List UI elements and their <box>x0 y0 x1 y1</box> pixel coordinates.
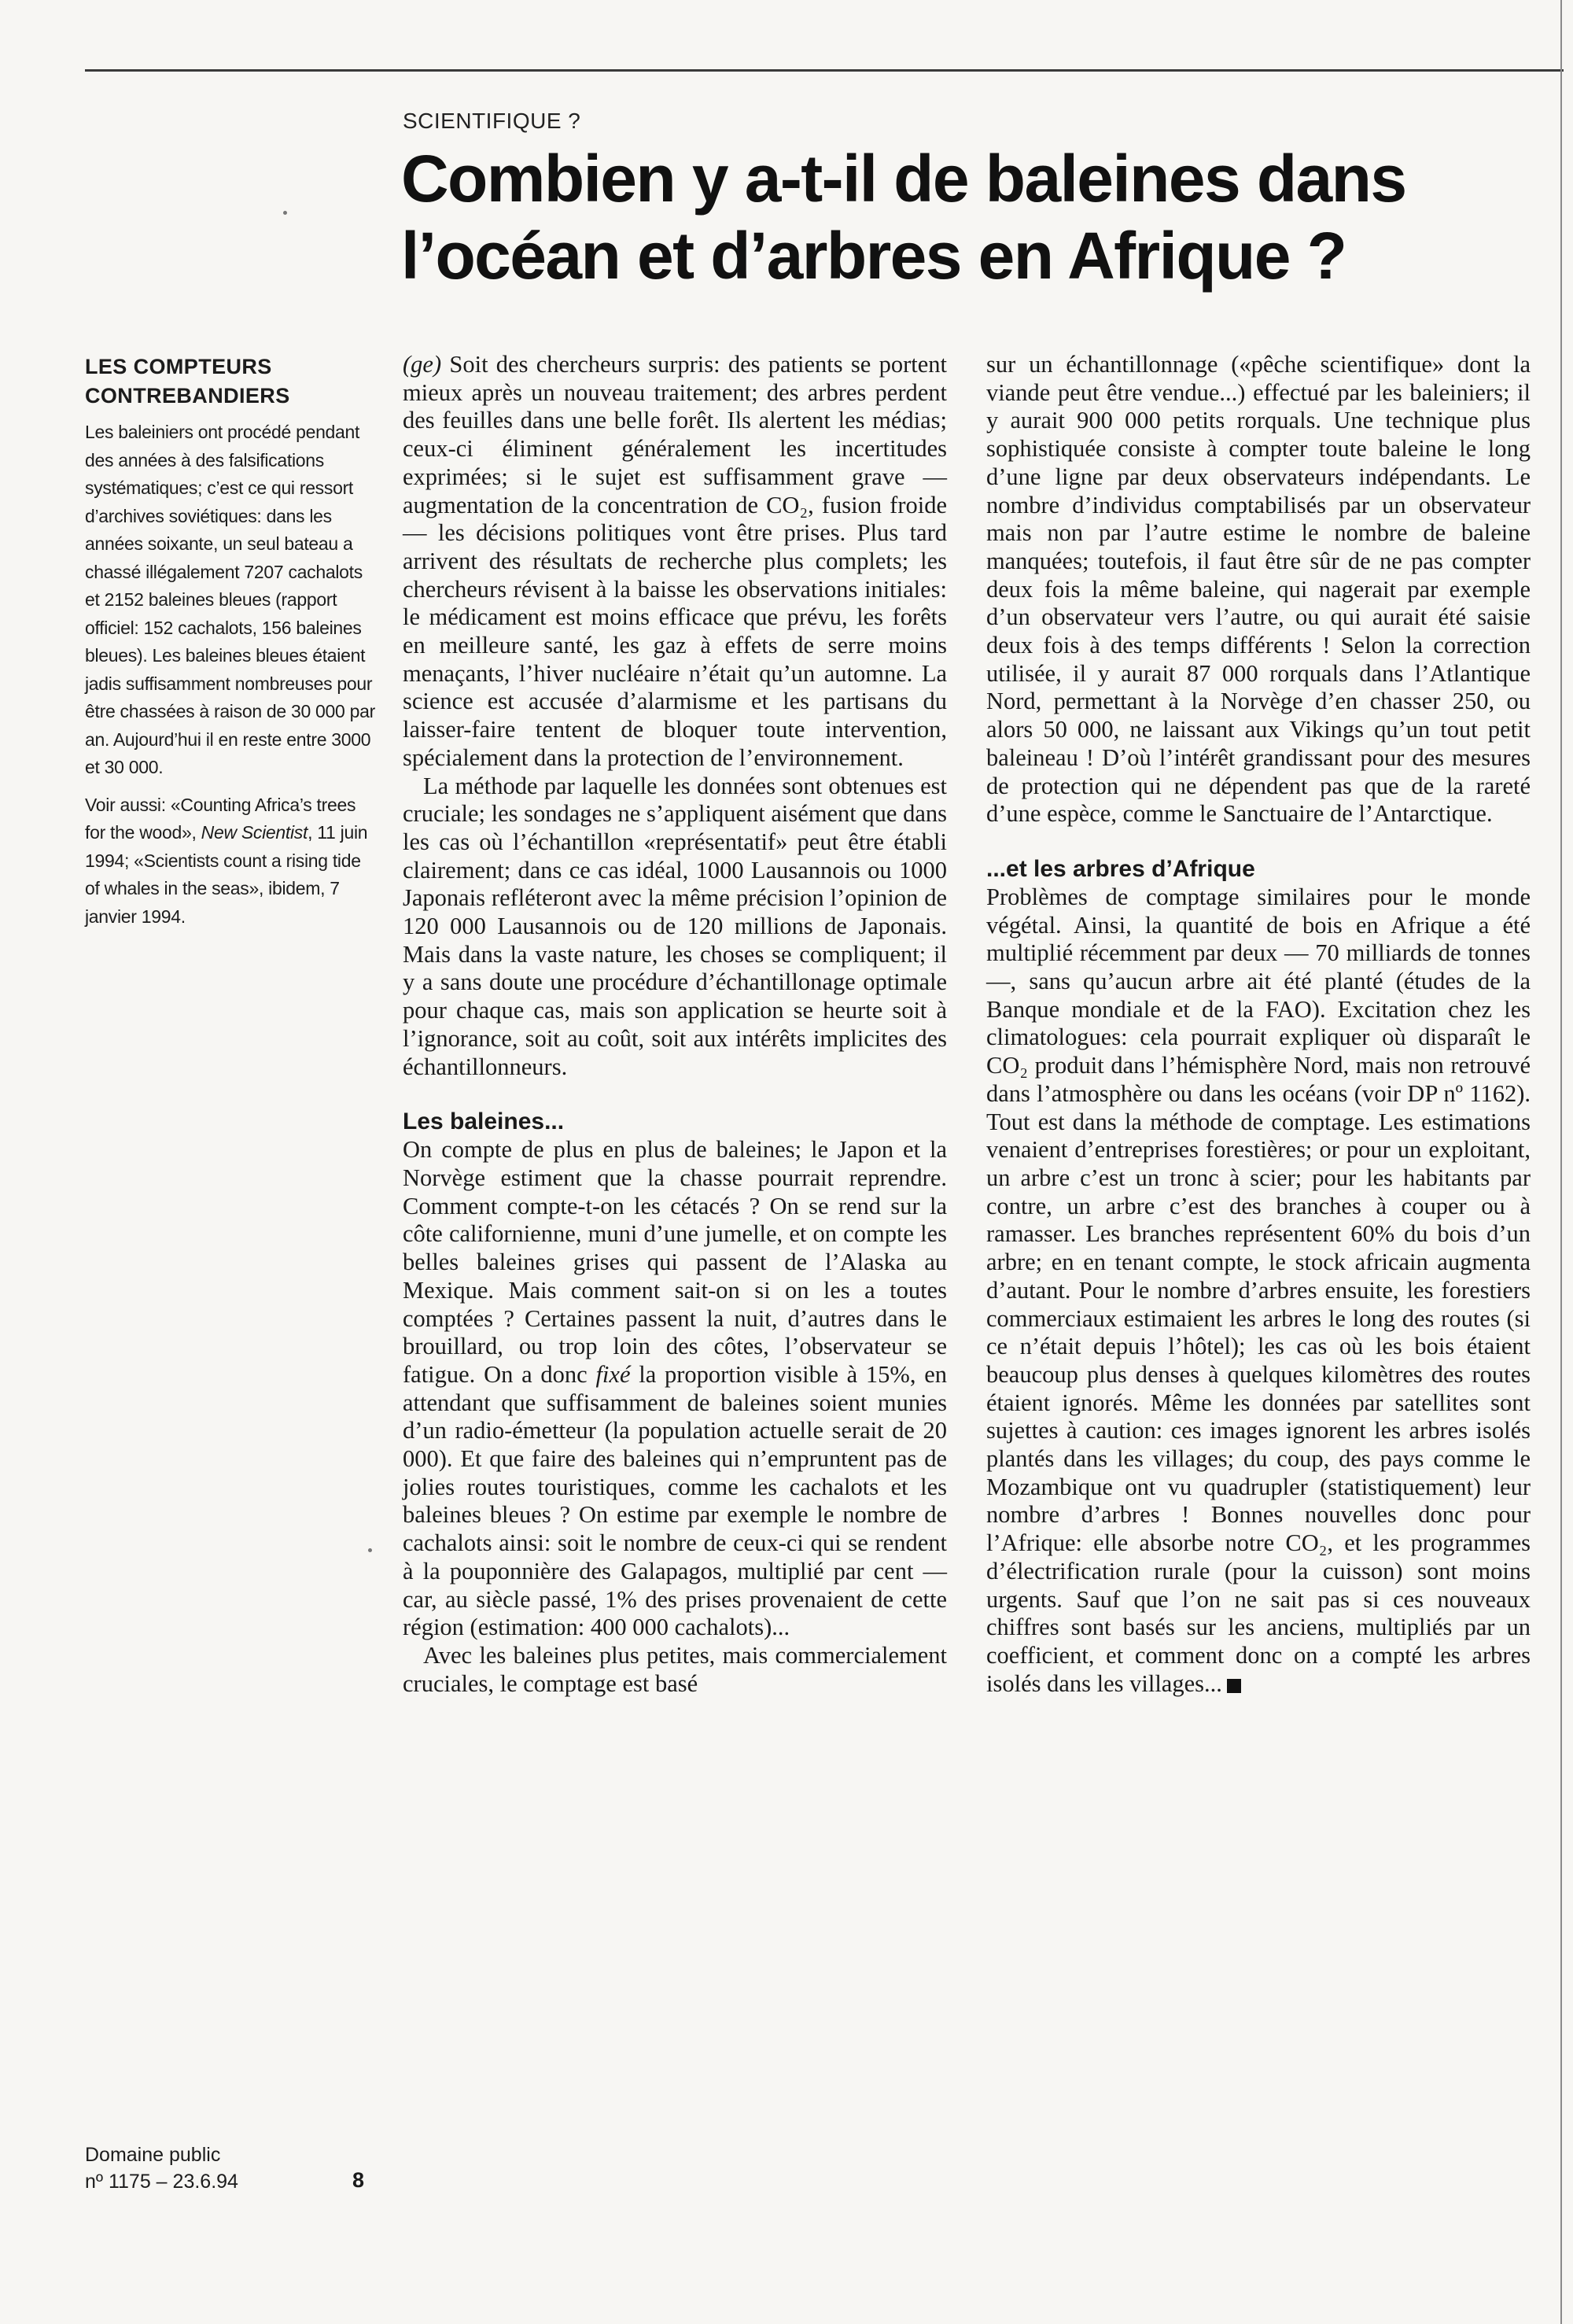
small-whales-text-start: Avec les baleines plus petites, mais commercialement cruciales, le comptage est basé <box>403 1641 947 1697</box>
footer-credit <box>85 2141 384 2195</box>
intro-text: Soit des chercheurs surpris: des patients se portent mieux après un nouveau traitement; des arbres perdent des feuilles dans une belle forêt. Ils alertent les médias; ceux-ci éliminent généralement les incertitudes exprimées; si le sujet est suffisamment grave — augmentation de la concentration de CO₂, fusion froide — les décisions politiques vont être prises. Plus tard arrivent des résultats de recherche plus complets; les chercheurs révisent à la baisse les observations initiales: le médicament est moins efficace que prévu, les forêts en meilleure santé, les gaz à effets de serre moins menaçants, l’hiver nucléaire n’était qu’un automne. La science est accusée d’alarmisme et les partisans du laisser-faire tentent de bloquer toute intervention, spécialement dans la protection de l’environnement. <box>403 351 947 771</box>
page-number: 8 <box>352 2168 365 2192</box>
sidebar-body: Les baleiniers ont procédé pendant des années à des falsifications systématiques; c’est ce qui ressort d’archives soviétiques: dans les années soixante, un seul bateau a chassé illégalement 7207 cachalots et 2152 baleines bleues (rapport officiel: 152 cachalots, 156 baleines bleues). Les baleines bleues étaient jadis suffisamment nombreuses pour être chassées à raison de 30 000 par an. Aujourd’hui il en reste entre 3000 et 30 000. <box>85 422 375 777</box>
top-rule <box>85 69 1564 72</box>
print-speck <box>283 211 287 215</box>
method-paragraph: La méthode par laquelle les données sont obtenues est cruciale; les sondages ne s’appliquent aisément que dans les cas où l’échantillon «représentatif» peut être établi clairement; dans ce cas idéal, 1000 Lausannois ou 1000 Japonais refléteront avec la même précision l’opinion de 120 000 Lausannois ou de 120 millions de Japonais. Mais dans la vaste nature, les choses se compliquent; il y a sans doute une procédure d’échantillonage optimale pour chaque cas, mais son application se heurte soit à l’ignorance, soit au coût, soit aux intérêts implicites des échantillonneurs. <box>403 772 947 1080</box>
whales-paragraph <box>403 1136 947 1642</box>
page-edge-line <box>1560 0 1562 2324</box>
small-whales-text-end: sur un échantillonnage («pêche scientifique» dont la viande peut être vendue...) effectué par les baleiniers; il y aurait 900 000 petits rorquals. Une technique plus sophistiquée consiste à compter toute baleine le long d’une ligne par deux observateurs indépendants. Le nombre d’individus comptabilisés par un observateur mais non par l’autre estime le nombre de baleine manquées; toutefois, il faut être sûr de ne pas compter deux fois la même baleine, qui nagerait par exemple d’un observateur vers l’autre, ou qui aurait été saisie deux fois à des temps différents ! Selon la correction utilisée, il y aurait 87 000 rorquals dans l’Atlantique Nord, permettant à la Norvège d’en chasser 250, ou alors 50 000, ne laissant aux Vikings qu’un tout petit baleineau ! D’où l’intérêt grandissant pour des mesures de protection qui ne dépendent pas que de la rareté d’une espèce, comme le Sanctuaire de l’Antarctique. <box>986 351 1531 828</box>
end-of-article-mark <box>1227 1679 1241 1693</box>
sidebar-box <box>85 352 376 940</box>
trees-paragraph <box>986 883 1531 1698</box>
article-column-2 <box>986 351 1531 1698</box>
whales-text-b: la proportion visible à 15%, en attendant que suffisamment de baleines soient munies d’un radio-émetteur (la population actuelle serait de 20 000). Et que faire des baleines qui n’empruntent pas de jolies routes touristiques, comme les cachalots et les baleines bleues ? On estime par exemple le nombre de cachalots ainsi: soit le nombre de ceux-ci qui se rendent à la pouponnière des Galapagos, multiplié par cent — car, au siècle passé, 1% des prises provenaient de cette région (estimation: 400 000 cachalots)... <box>403 1360 947 1641</box>
see-also-prefix: Voir aussi: «Counting Africa’s trees for the wood», <box>85 794 356 843</box>
whales-text-a: On compte de plus en plus de baleines; le Japon et la Norvège estiment que la chasse pourrait reprendre. Comment compte-t-on les cétacés ? On se rend sur la côte californienne, muni d’une jumelle, et on compte les belles baleines grises qui passent de l’Alaska au Mexique. Mais comment sait-on si on les a toutes comptées ? Certaines passent la nuit, d’autres dans le brouillard, ou trop loin des côtes, l’observateur se fatigue. On a donc <box>403 1136 947 1388</box>
whales-emphasis: fixé <box>595 1360 631 1388</box>
trees-heading: ...et les arbres d’Afrique <box>986 855 1255 882</box>
see-also-journal: New Scientist <box>201 822 308 843</box>
author-signature: (ge) <box>403 351 442 378</box>
sidebar-see-also <box>85 791 376 931</box>
whales-heading: Les baleines... <box>403 1109 565 1135</box>
print-speck <box>368 1548 372 1552</box>
article-column-1 <box>403 351 947 1698</box>
issue-info: nº 1175 – 23.6.94 <box>85 2171 238 2193</box>
intro-paragraph <box>403 351 947 773</box>
small-whales-paragraph <box>403 1642 947 1698</box>
see-also-suffix: , 11 juin 1994; «Scientists count a rising tide of whales in the seas», ibidem, 7 janvier 1994. <box>85 822 368 927</box>
headline: Combien y a-t-il de baleines dans l’océan et d’arbres en Afrique ? <box>401 142 1406 293</box>
publication-name: Domaine public <box>85 2144 221 2166</box>
sidebar-heading: LES COMPTEURS CONTREBANDIERS <box>85 355 290 408</box>
section-kicker: SCIENTIFIQUE ? <box>403 109 581 133</box>
trees-text: Problèmes de comptage similaires pour le monde végétal. Ainsi, la quantité de bois en Afrique a été multiplié récemment par deux — 70 milliards de tonnes —, sans qu’aucun arbre ait été planté (études de la Banque mondiale et de la FAO). Excitation chez les climatologues: cela pourrait expliquer où disparaît le CO₂ produit dans l’hémisphère Nord, mais non retrouvé dans l’atmosphère ou dans les océans (voir DP nº 1162). Tout est dans la méthode de comptage. Les estimations venaient d’entreprises forestières; or pour un exploitant, un arbre c’est un tronc à scier; pour les habitants par contre, un arbre c’est des branches à couper ou à ramasser. Les branches représentent 60% du bois d’un arbre; en en tenant compte, le stock africain augmenta d’autant. Pour le nombre d’arbres ensuite, les forestiers commerciaux estimaient les arbres le long des routes (si ce n’était depuis l’hôtel); les cas où les bois étaient beaucoup plus denses à quelques kilomètres des routes étaient ignorés. Même les données par satellites sont sujettes à caution: ces images ignorent les arbres isolés plantés dans les villages; du coup, des pays comme le Mozambique ont vu quadrupler (statistiquement) leur nombre d’arbres ! Bonnes nouvelles donc pour l’Afrique: elle absorbe notre CO₂, et les programmes d’électrification rurale (pour la cuisson) sont moins urgents. Sauf que l’on ne sait pas si ces nouveaux chiffres sont basés sur les anciens, multipliés par un coefficient, et comment donc on a compté les arbres isolés dans les villages... <box>986 883 1531 1697</box>
small-whales-paragraph-continued <box>986 351 1531 828</box>
